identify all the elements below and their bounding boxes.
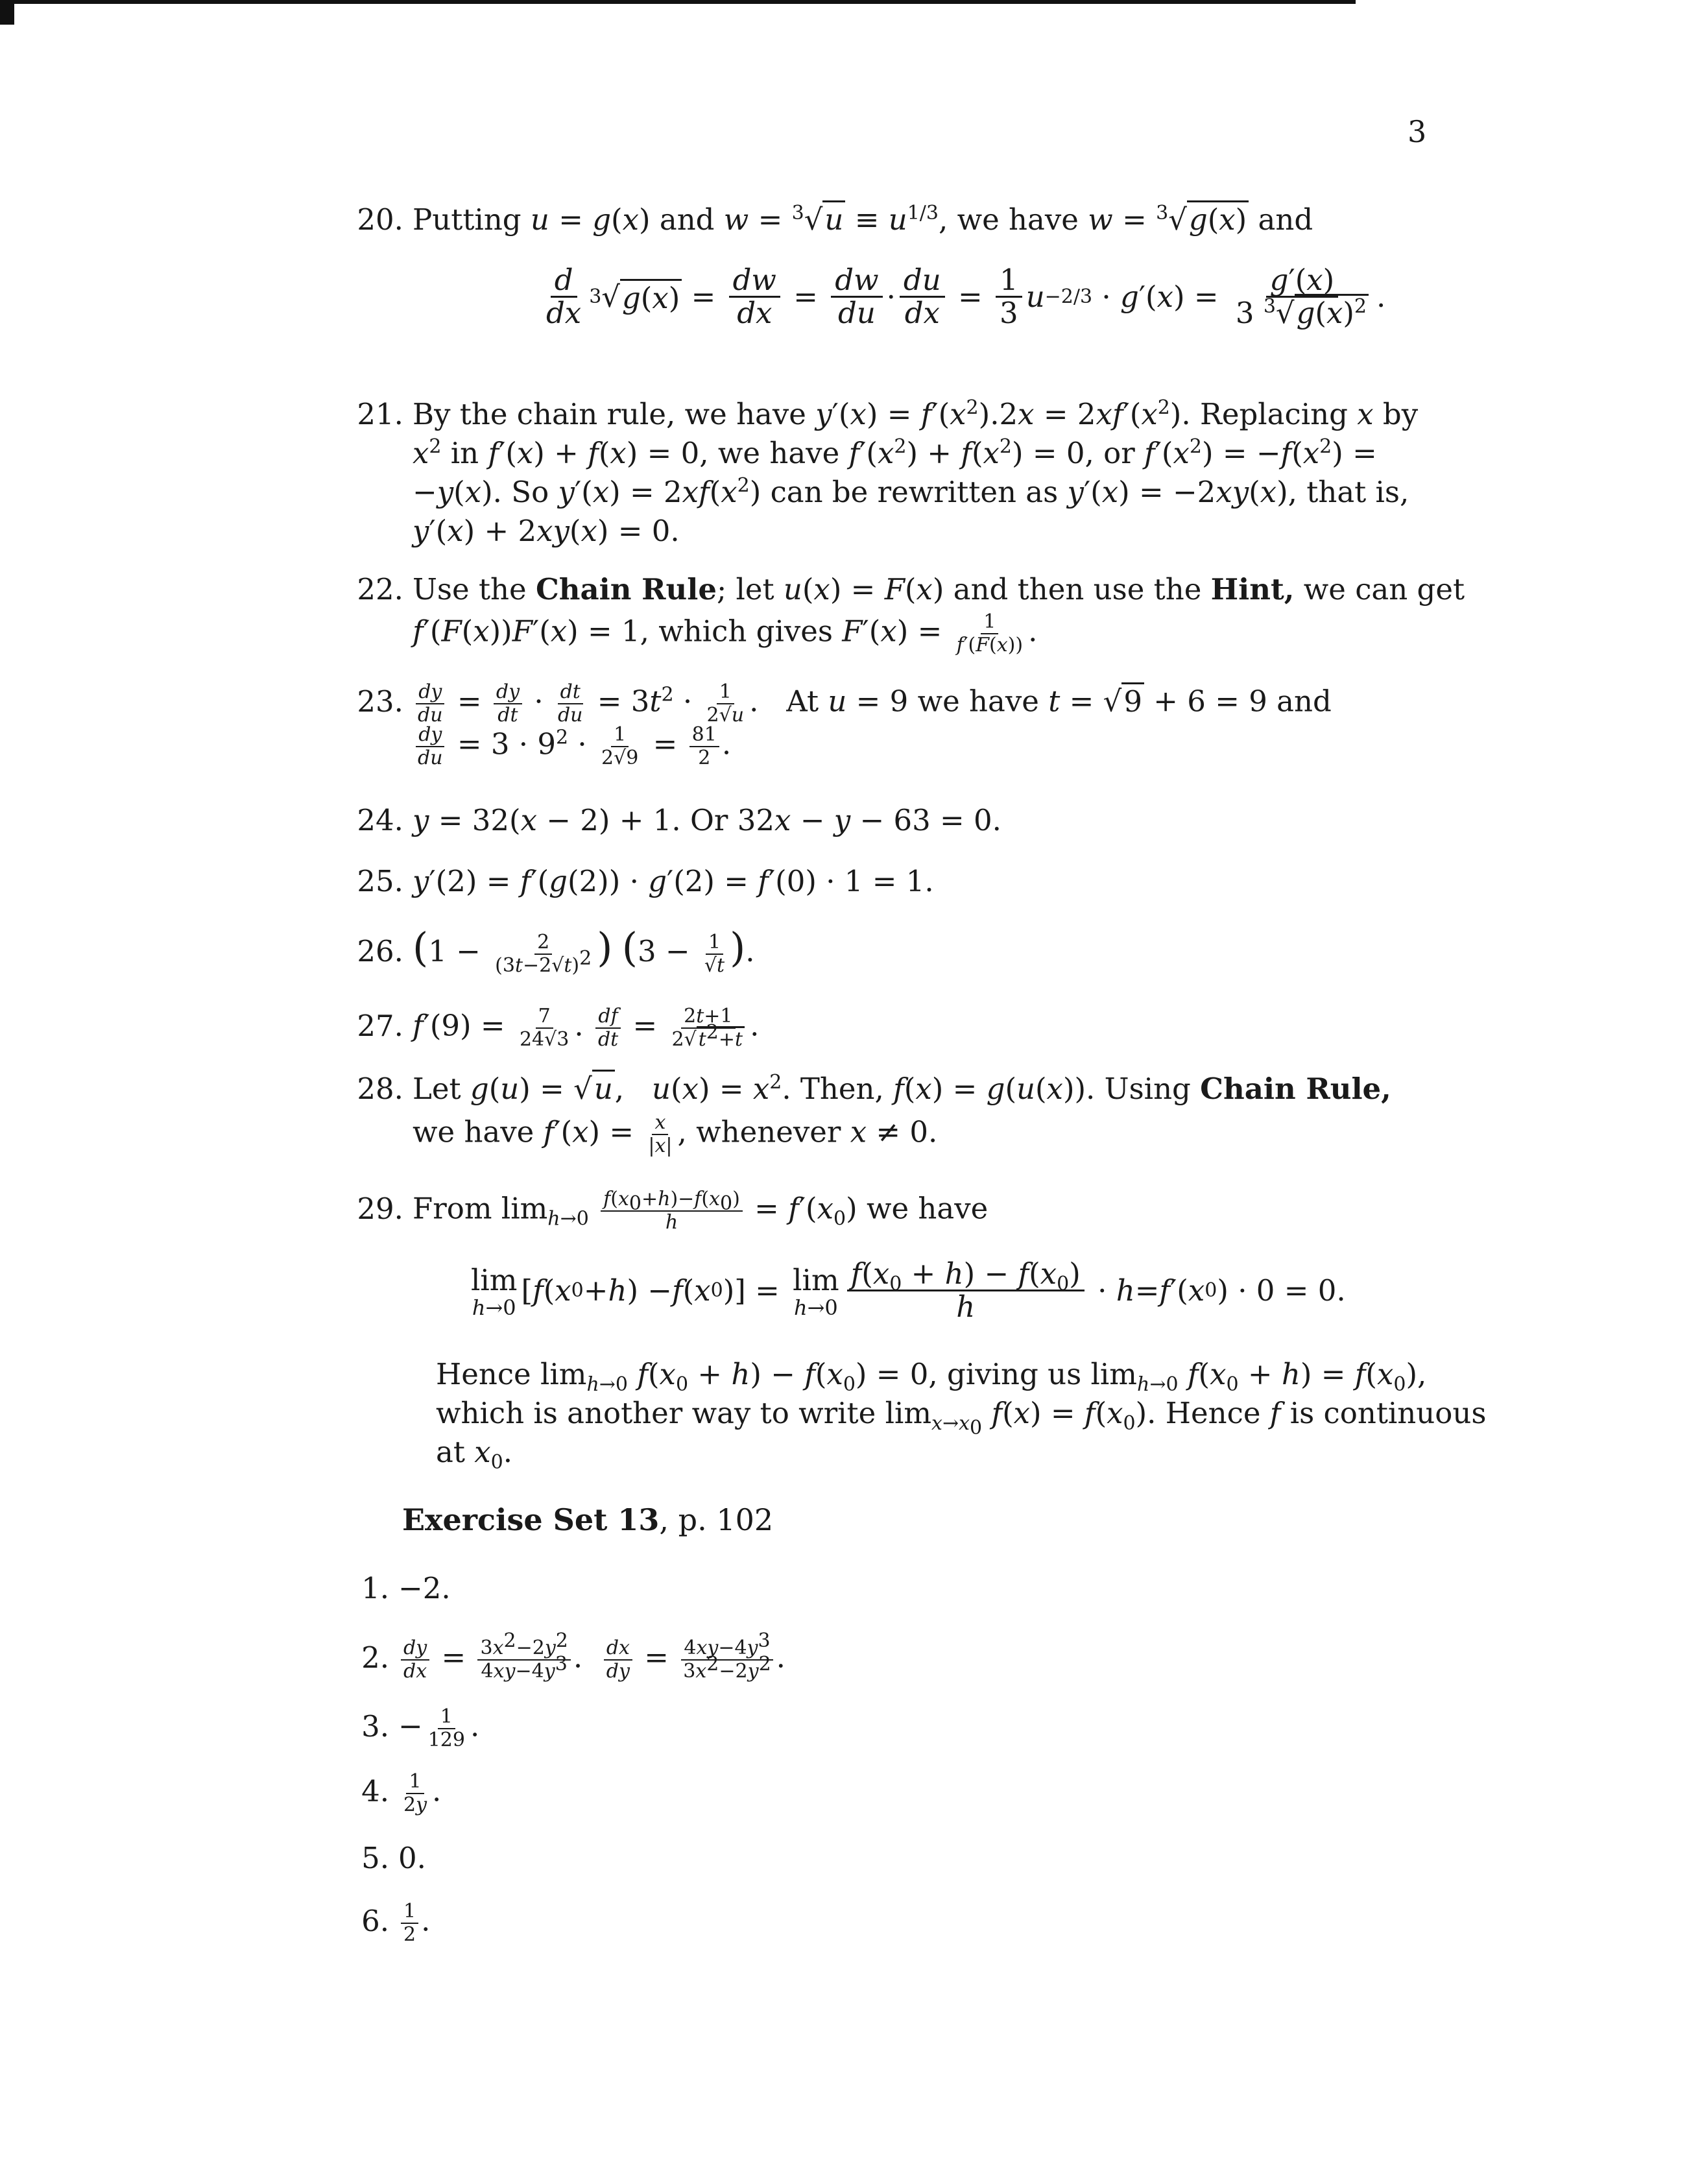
corner-scan-mark: [0, 0, 14, 25]
answer-5: [336, 1840, 426, 1877]
answer-number: 1.: [361, 1571, 389, 1605]
problem-24: 24. y = 32(x − 2) + 1. Or 32x − y − 63 = 0.: [350, 802, 1001, 839]
problem-27: 27. f′(9) = $\frac{7}{24√3}$ . $\frac{df}{dt}$ = $\frac{2t+1}{2√ t^2+t}$ .: [350, 1005, 759, 1051]
top-scan-border: [0, 0, 1356, 4]
problem-20-equation: $\frac{d}{dx}$ 3 √ g(x) = $\frac{dw}{dx}$ = $\frac{dw}{du}$ · $\frac{du}{dx}$ = $\frac{1}{3}$ u −2/3 · g ′( x ) = $\frac{g'(x)}{3 ^3√g(x)^2}$ .: [546, 263, 1386, 330]
answer-text: −2.: [398, 1571, 451, 1605]
problem-25: 25. y′(2) = f′(g(2)) · g′(2) = f′(0) · 1 = 1.: [350, 863, 934, 900]
problem-22-line2: f′(F(x))F′(x) = 1, which gives F′(x) = $\frac{1}{f'(F(x))}$ .: [413, 610, 1038, 656]
problem-number: 22.: [357, 572, 403, 606]
answer-1: [336, 1570, 451, 1607]
problem-number: 23.: [357, 684, 403, 719]
problem-26: 26. (1 − $\frac{2}{(3t-2√t)^2}$ ) (3 − $\frac{1}{√t}$ ).: [350, 929, 755, 977]
problem-20: 20. Putting u = g(x) and $w = ^3√u \equiv u^{1/3}$, we have w = $^3$√g(x) and: [350, 201, 1313, 239]
answer-text: 0.: [398, 1841, 426, 1875]
answer-number: 5.: [361, 1841, 389, 1875]
answer-number: 4.: [361, 1773, 389, 1808]
problem-28-line2: we have f′(x) = $\frac{x}{|x|}$ , whenever x ≠ 0.: [413, 1111, 938, 1157]
problem-number: 29.: [357, 1191, 403, 1226]
problem-number: 24.: [357, 803, 403, 837]
problem-number: 25.: [357, 864, 403, 898]
exercise-set-heading: [402, 1502, 773, 1537]
problem-number: 27.: [357, 1008, 403, 1043]
problem-22: 22. Use the Chain Rule; let u(x) = F(x) and then use the Hint, we can get: [350, 571, 1465, 608]
problem-23: 23. $\frac{dy}{du}$ = $\frac{dy}{dt}$ · $\frac{dt}{du}$ = $3t^2$ · $\frac{1}{2√u}$ . At u = 9 we have t = √9 + 6 = 9 and: [350, 681, 1332, 726]
problem-29-line4: which is another way to write $\lim_{x\to x_0} f(x) = f(x_0)$. Hence f is continuous: [436, 1396, 1487, 1439]
problem-29-line5: at $x_0$.: [436, 1435, 513, 1474]
answer-number: 3.: [361, 1709, 389, 1744]
bold-hint: Hint,: [1210, 572, 1295, 606]
problem-number: 26.: [357, 934, 403, 968]
problem-21-line4: y′(x) + 2xy(x) = 0.: [413, 514, 680, 548]
answer-number: 6.: [361, 1903, 389, 1938]
answer-number: 2.: [361, 1640, 389, 1675]
problem-number: 20.: [357, 202, 403, 237]
problem-number: 21.: [357, 397, 403, 431]
page-number: 3: [1408, 114, 1427, 149]
answer-3: 3. − $\frac{1}{129}$ .: [336, 1706, 479, 1751]
exercise-set-page: , p. 102: [659, 1502, 774, 1537]
problem-29-line3: Hence $\lim_{h\to 0} f(x_0 + h) - f(x_0) = 0$, giving us $\lim_{h\to 0} f(x_0 + h) = f(x_0)$,: [436, 1357, 1427, 1396]
bold-chain-rule: Chain Rule: [535, 572, 717, 606]
bold-chain-rule-28: Chain Rule,: [1200, 1072, 1391, 1106]
answer-4: 4. $\frac{1}{2y}$ .: [336, 1771, 441, 1816]
answer-2: 2. $\frac{dy}{dx}$ = $\frac{3x^2-2y^2}{4xy-4y^3}$ . $\frac{dx}{dy}$ = $\frac{4xy-4y^3}{3x^2-2y^2}$ .: [336, 1637, 785, 1683]
problem-21-line2: $x^2$ in f′(x) + f(x) = 0, we have $f'(x^2) + f(x^2) = 0$, or $f'(x^2) = -f(x^2)$ =: [413, 435, 1377, 470]
problem-21: 21. By the chain rule, we have $y'(x) = f'(x^2).2x = 2xf'(x^2)$. Replacing x by: [350, 396, 1418, 433]
problem-28: 28. Let g(u) = √u, $u(x) = x^2$. Then, f(x) = g(u(x)). Using Chain Rule,: [350, 1070, 1391, 1108]
problem-29: 29. From $\lim_{h\to 0}$ $\frac{f(x_0+h)-f(x_0)}{h}$ = $f'(x_0)$ we have: [350, 1188, 988, 1234]
problem-23-line2: $\frac{dy}{du}$ = $3 \cdot 9^2$ · $\frac{1}{2√9}$ = $\frac{81}{2}$ .: [413, 724, 731, 769]
problem-21-line3: −y(x). So $y'(x) = 2xf(x^2)$ can be rewritten as y′(x) = −2xy(x), that is,: [413, 474, 1409, 509]
answer-6: 6. $\frac{1}{2}$ .: [336, 1901, 430, 1946]
problem-29-equation: lim h→0 [ f ( x 0 + h ) − f ( x 0 )] = lim h→0 $\frac{f(x_0 + h) - f(x_0)}{h}$ · h = f ′( x 0 ) · 0 = 0.: [471, 1256, 1346, 1324]
problem-number: 28.: [357, 1072, 403, 1106]
exercise-set-title: Exercise Set 13: [402, 1502, 660, 1537]
